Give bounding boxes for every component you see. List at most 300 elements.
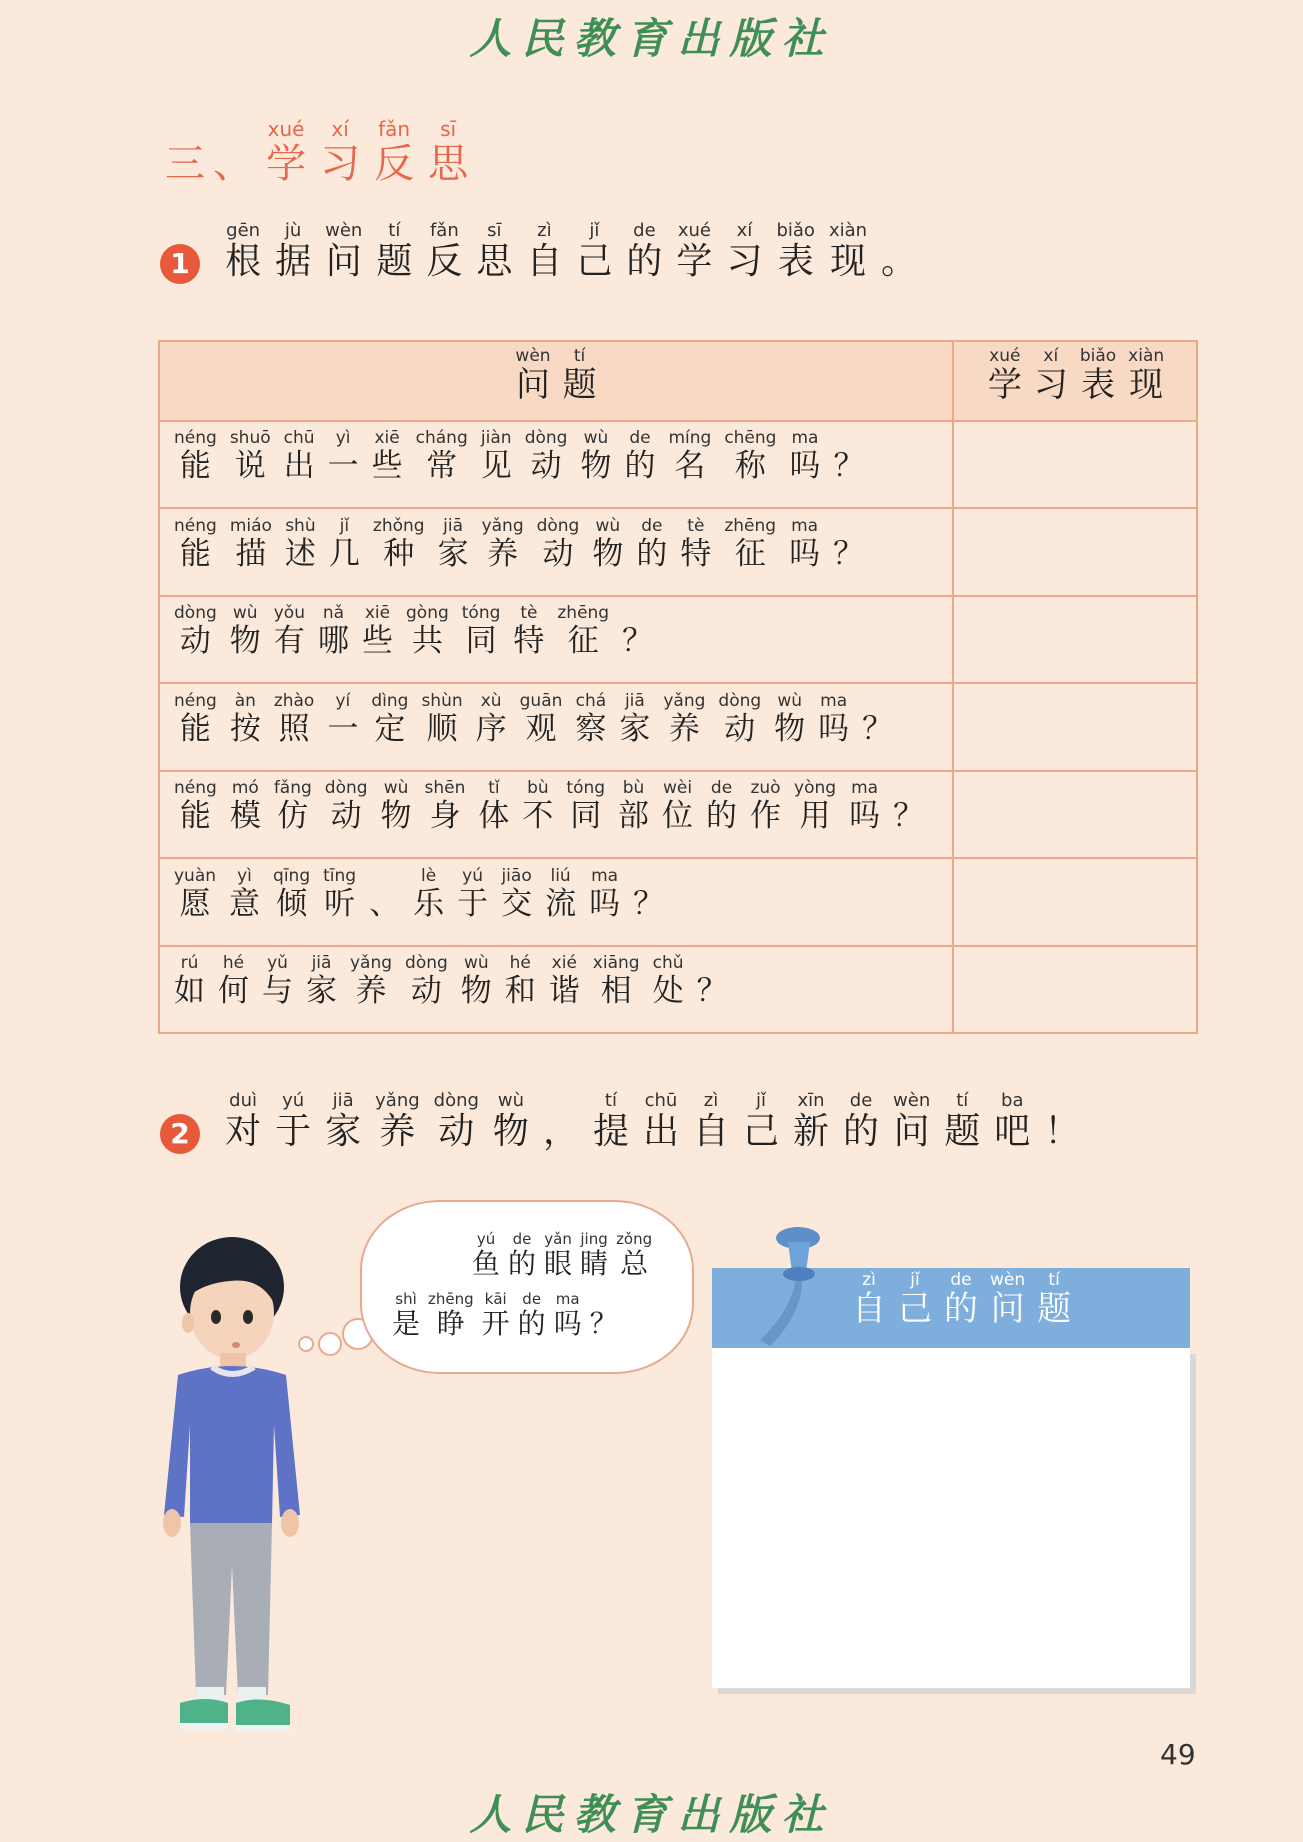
- hanzi-char: ？: [622, 623, 654, 659]
- hanzi-char: 定dìng: [371, 690, 409, 747]
- hanzi-char: 名míng: [668, 428, 712, 484]
- question-cell: [174, 515, 877, 573]
- pinyin: zhǒng: [372, 515, 425, 536]
- pinyin: qīng: [273, 865, 311, 886]
- question-2-heading: [160, 1092, 1094, 1154]
- pinyin: yǎng: [350, 953, 393, 973]
- hanzi-char: 意yì: [229, 865, 261, 922]
- pinyin: xiàn: [828, 220, 868, 241]
- performance-cell[interactable]: [954, 685, 1198, 770]
- performance-cell[interactable]: [954, 597, 1198, 682]
- hanzi-char: 动dòng: [718, 690, 762, 747]
- pinyin: de: [626, 220, 663, 241]
- pinyin: jiāo: [501, 865, 533, 886]
- hanzi-char: 些xiē: [362, 603, 393, 659]
- pinyin: yì: [327, 428, 359, 448]
- pinyin: fǎn: [426, 220, 463, 241]
- hanzi-char: 开kāi: [481, 1290, 510, 1340]
- hanzi-char: 物wù: [492, 1090, 529, 1152]
- question-1-text: [225, 220, 931, 282]
- hanzi-char: 的de: [843, 1090, 880, 1152]
- pinyin: wù: [460, 953, 492, 973]
- hanzi-char: 的de: [944, 1270, 978, 1329]
- pinyin: tīng: [323, 865, 357, 886]
- hanzi-char: 题tí: [376, 220, 413, 282]
- pinyin: nǎ: [318, 603, 349, 623]
- hanzi-char: 养yǎng: [350, 953, 393, 1009]
- pinyin: zuò: [750, 778, 782, 798]
- pinyin: shuō: [229, 428, 271, 448]
- section-number: 三、: [165, 141, 261, 187]
- hanzi-char: 鱼yú: [472, 1230, 501, 1280]
- hanzi-char: 吗ma: [553, 1290, 582, 1340]
- pinyin: wù: [774, 690, 806, 711]
- table-row: [160, 597, 1196, 684]
- pinyin: fǎng: [273, 778, 312, 798]
- pinyin: hé: [504, 953, 536, 973]
- pinyin: néng: [174, 778, 217, 798]
- pinyin: ba: [994, 1090, 1031, 1111]
- column-header-performance: [954, 348, 1198, 406]
- pinyin: jiā: [437, 515, 469, 536]
- pinyin: jù: [275, 220, 312, 241]
- hanzi-char: 描miáo: [229, 515, 272, 572]
- hanzi-char: 新xīn: [793, 1090, 830, 1152]
- pinyin: hé: [218, 953, 249, 973]
- pinyin: chá: [575, 690, 607, 711]
- pinyin: yǎng: [375, 1090, 420, 1111]
- question-1-number: 1: [160, 244, 200, 284]
- hanzi-char: 动dòng: [405, 953, 448, 1009]
- hanzi-char: 眼yǎn: [544, 1230, 573, 1280]
- hanzi-char: 问wèn: [990, 1270, 1026, 1329]
- pinyin: xiàn: [1128, 346, 1165, 366]
- pinyin: yí: [327, 690, 359, 711]
- hanzi-char: 睁zhēng: [428, 1290, 474, 1340]
- hanzi-char: 思sī: [428, 117, 469, 187]
- hanzi-char: 自zì: [526, 220, 563, 282]
- pinyin: ma: [789, 515, 821, 536]
- pinyin: gēn: [225, 220, 262, 241]
- pinyin: néng: [174, 690, 217, 711]
- hanzi-char: 征zhēng: [557, 603, 610, 659]
- hanzi-char: ？: [893, 798, 925, 834]
- hanzi-char: 何hé: [218, 953, 249, 1009]
- pinyin: tí: [592, 1090, 629, 1111]
- hanzi-char: 物wù: [592, 515, 624, 572]
- hanzi-char: 共gòng: [406, 603, 449, 659]
- hanzi-char: 吗ma: [789, 428, 821, 484]
- hanzi-char: 物wù: [774, 690, 806, 747]
- pinyin: yǎng: [481, 515, 524, 536]
- pinyin: de: [636, 515, 668, 536]
- pinyin: yú: [275, 1090, 312, 1111]
- hanzi-char: 征zhēng: [724, 515, 777, 572]
- table-row: [160, 510, 1196, 597]
- pinyin: bù: [618, 778, 650, 798]
- hanzi-char: 自zì: [852, 1270, 886, 1329]
- pinyin: néng: [174, 515, 217, 536]
- pinyin: zhào: [273, 690, 315, 711]
- hanzi-char: 睛jing: [580, 1230, 609, 1280]
- question-cell: [174, 865, 677, 923]
- pinyin: xué: [676, 220, 713, 241]
- table-row: [160, 947, 1196, 1034]
- hanzi-char: 吗ma: [589, 865, 621, 922]
- hanzi-char: 谐xié: [548, 953, 580, 1009]
- hanzi-char: 听tīng: [323, 865, 357, 922]
- hanzi-char: 物wù: [580, 428, 612, 484]
- pinyin: xí: [1033, 346, 1068, 366]
- hanzi-char: 自zì: [692, 1090, 729, 1152]
- pinyin: shùn: [421, 690, 463, 711]
- pinyin: guān: [519, 690, 563, 711]
- pinyin: shù: [284, 515, 316, 536]
- hanzi-char: 的de: [624, 428, 656, 484]
- hanzi-char: 用yòng: [794, 778, 837, 834]
- hanzi-char: 的de: [517, 1290, 546, 1340]
- hanzi-char: 问wèn: [515, 346, 551, 405]
- hanzi-char: 题tí: [1037, 1270, 1072, 1329]
- pinyin: fǎn: [374, 117, 415, 141]
- pinyin: míng: [668, 428, 712, 448]
- pinyin: xí: [726, 220, 763, 241]
- hanzi-char: 有yǒu: [273, 603, 305, 659]
- hanzi-char: ？: [589, 1307, 618, 1340]
- hanzi-char: 题tí: [944, 1090, 981, 1152]
- pinyin: zǒng: [616, 1230, 653, 1248]
- hanzi-char: 处chǔ: [652, 953, 684, 1009]
- pinyin: zhēng: [557, 603, 610, 623]
- pinyin: de: [517, 1290, 546, 1308]
- hanzi-char: 物wù: [460, 953, 492, 1009]
- hanzi-char: 表biǎo: [776, 220, 815, 282]
- hanzi-char: 倾qīng: [273, 865, 311, 922]
- pinyin: shēn: [424, 778, 466, 798]
- pinyin: wèi: [662, 778, 694, 798]
- hanzi-char: 部bù: [618, 778, 650, 834]
- hanzi-char: 相xiāng: [592, 953, 640, 1009]
- hanzi-char: 习xí: [320, 117, 361, 187]
- pinyin: xiē: [362, 603, 393, 623]
- hanzi-char: 于yú: [275, 1090, 312, 1152]
- hanzi-char: 表biǎo: [1079, 346, 1117, 405]
- hanzi-char: 察chá: [575, 690, 607, 747]
- pinyin: jiā: [306, 953, 337, 973]
- hanzi-char: ？: [833, 535, 865, 572]
- hanzi-char: 吗ma: [818, 690, 850, 747]
- column-header-question: [160, 348, 952, 406]
- hanzi-char: 动dòng: [536, 515, 580, 572]
- question-2-text: [225, 1090, 1094, 1152]
- question-2-number: 2: [160, 1114, 200, 1154]
- hanzi-char: 称chēng: [724, 428, 777, 484]
- hanzi-char: 己jǐ: [898, 1270, 932, 1329]
- pinyin: zì: [692, 1090, 729, 1111]
- hanzi-char: 种zhǒng: [372, 515, 425, 572]
- hanzi-char: 如rú: [174, 953, 205, 1009]
- hanzi-char: 和hé: [504, 953, 536, 1009]
- hanzi-char: 己jǐ: [576, 220, 613, 282]
- pinyin: sī: [428, 117, 469, 141]
- hanzi-char: 学xué: [987, 346, 1022, 405]
- pinyin: de: [624, 428, 656, 448]
- pinyin: chū: [642, 1090, 679, 1111]
- hanzi-char: 据jù: [275, 220, 312, 282]
- my-question-writing-area[interactable]: [712, 1348, 1190, 1688]
- hanzi-char: 习xí: [726, 220, 763, 282]
- pinyin: tí: [944, 1090, 981, 1111]
- pinyin: yǎng: [663, 690, 706, 711]
- pinyin: yòng: [794, 778, 837, 798]
- hanzi-char: 根gēn: [225, 220, 262, 282]
- pinyin: yú: [472, 1230, 501, 1248]
- pinyin: dòng: [174, 603, 217, 623]
- reflection-table: [158, 340, 1198, 1034]
- boy-illustration: [150, 1225, 310, 1745]
- performance-cell[interactable]: [954, 772, 1198, 857]
- hanzi-char: 己jǐ: [743, 1090, 780, 1152]
- pinyin: wù: [492, 1090, 529, 1111]
- pinyin: rú: [174, 953, 205, 973]
- hanzi-char: ？: [696, 973, 728, 1009]
- pinyin: wèn: [325, 220, 363, 241]
- section-title-text: [266, 117, 482, 187]
- hanzi-char: 能néng: [174, 778, 217, 834]
- pinyin: ma: [849, 778, 881, 798]
- hanzi-char: 不bù: [522, 778, 554, 834]
- hanzi-char: 对duì: [225, 1090, 262, 1152]
- pinyin: biǎo: [1079, 346, 1117, 366]
- hanzi-char: 位wèi: [662, 778, 694, 834]
- hanzi-char: 吗ma: [849, 778, 881, 834]
- pinyin: jǐ: [576, 220, 613, 241]
- hanzi-char: 养yǎng: [663, 690, 706, 747]
- section-title: [165, 117, 482, 189]
- pinyin: shì: [392, 1290, 420, 1308]
- pinyin: tóng: [566, 778, 606, 798]
- pinyin: yuàn: [174, 865, 217, 886]
- hanzi-char: 现xiàn: [828, 220, 868, 282]
- hanzi-char: 动dòng: [433, 1090, 479, 1152]
- pinyin: yǒu: [273, 603, 305, 623]
- pinyin: xié: [548, 953, 580, 973]
- pinyin: yǎn: [544, 1230, 573, 1248]
- pinyin: chǔ: [652, 953, 684, 973]
- hanzi-char: 反fǎn: [426, 220, 463, 282]
- pinyin: tí: [562, 346, 597, 366]
- pinyin: dòng: [324, 778, 368, 798]
- hanzi-char: 反fǎn: [374, 117, 415, 187]
- pinyin: tǐ: [478, 778, 510, 798]
- hanzi-char: 学xué: [676, 220, 713, 282]
- publisher-header: 人民教育出版社: [469, 14, 834, 63]
- pinyin: dòng: [405, 953, 448, 973]
- pinyin: jǐ: [743, 1090, 780, 1111]
- pinyin: xù: [475, 690, 507, 711]
- thought-line-2: [392, 1292, 626, 1342]
- hanzi-char: 动dòng: [324, 778, 368, 834]
- hanzi-char: 一yì: [327, 428, 359, 484]
- pinyin: tí: [1037, 1270, 1072, 1290]
- hanzi-char: 家jiā: [325, 1090, 362, 1152]
- pinyin: jiàn: [480, 428, 512, 448]
- pinyin: de: [706, 778, 738, 798]
- thought-line-1: [472, 1232, 660, 1282]
- pinyin: tè: [513, 603, 545, 623]
- hanzi-char: 哪nǎ: [318, 603, 349, 659]
- hanzi-char: 吧ba: [994, 1090, 1031, 1152]
- hanzi-char: 问wèn: [325, 220, 363, 282]
- hanzi-char: 几jǐ: [328, 515, 360, 572]
- performance-cell[interactable]: [954, 947, 1198, 1034]
- hanzi-char: 仿fǎng: [273, 778, 312, 834]
- hanzi-char: 序xù: [475, 690, 507, 747]
- hanzi-char: 出chū: [283, 428, 315, 484]
- pinyin: wù: [229, 603, 261, 623]
- hanzi-char: 的de: [706, 778, 738, 834]
- hanzi-char: ？: [633, 885, 665, 922]
- hanzi-char: 动dòng: [174, 603, 217, 659]
- hanzi-char: 顺shùn: [421, 690, 463, 747]
- pinyin: cháng: [415, 428, 468, 448]
- hanzi-char: 、: [369, 885, 401, 922]
- hanzi-char: 的de: [508, 1230, 537, 1280]
- hanzi-char: 现xiàn: [1128, 346, 1165, 405]
- pinyin: bù: [522, 778, 554, 798]
- pinyin: xí: [320, 117, 361, 141]
- page-number: 49: [1160, 1738, 1196, 1771]
- hanzi-char: 愿yuàn: [174, 865, 217, 922]
- hanzi-char: 养yǎng: [481, 515, 524, 572]
- hanzi-char: 与yǔ: [262, 953, 293, 1009]
- hanzi-char: 物wù: [380, 778, 412, 834]
- hanzi-char: 身shēn: [424, 778, 466, 834]
- hanzi-char: 习xí: [1033, 346, 1068, 405]
- pinyin: xué: [266, 117, 307, 141]
- hanzi-char: 学xué: [266, 117, 307, 187]
- question-cell: [174, 690, 906, 748]
- pinyin: xiē: [371, 428, 403, 448]
- performance-cell[interactable]: [954, 510, 1198, 595]
- hanzi-char: 述shù: [284, 515, 316, 572]
- pinyin: tóng: [461, 603, 501, 623]
- hanzi-char: 体tǐ: [478, 778, 510, 834]
- hanzi-char: 常cháng: [415, 428, 468, 484]
- hanzi-char: 能néng: [174, 515, 217, 572]
- pinyin: zì: [526, 220, 563, 241]
- hanzi-char: 提tí: [592, 1090, 629, 1152]
- pinyin: duì: [225, 1090, 262, 1111]
- pinyin: zhēng: [724, 515, 777, 536]
- pinyin: wèn: [990, 1270, 1026, 1290]
- performance-cell[interactable]: [954, 422, 1198, 507]
- hanzi-char: 照zhào: [273, 690, 315, 747]
- table-row: [160, 772, 1196, 859]
- pinyin: jǐ: [328, 515, 360, 536]
- pinyin: biǎo: [776, 220, 815, 241]
- hanzi-char: 思sī: [476, 220, 513, 282]
- thought-bubble: [360, 1200, 694, 1374]
- pinyin: chū: [283, 428, 315, 448]
- pinyin: ma: [818, 690, 850, 711]
- hanzi-char: 特tè: [513, 603, 545, 659]
- pinyin: de: [843, 1090, 880, 1111]
- pinyin: xīn: [793, 1090, 830, 1111]
- pinyin: dìng: [371, 690, 409, 711]
- performance-cell[interactable]: [954, 860, 1198, 945]
- hanzi-char: ？: [833, 448, 865, 484]
- hanzi-char: 一yí: [327, 690, 359, 747]
- pinyin: zhēng: [428, 1290, 474, 1308]
- hanzi-char: 的de: [626, 220, 663, 282]
- hanzi-char: 家jiā: [437, 515, 469, 572]
- pinyin: jiā: [325, 1090, 362, 1111]
- hanzi-char: 特tè: [680, 515, 712, 572]
- pinyin: yì: [229, 865, 261, 886]
- pinyin: mó: [229, 778, 261, 798]
- pinyin: dòng: [524, 428, 568, 448]
- table-header: [160, 342, 1196, 422]
- pinyin: jiā: [619, 690, 651, 711]
- pinyin: wù: [380, 778, 412, 798]
- thought-dot-small: [298, 1336, 314, 1352]
- hanzi-char: 养yǎng: [375, 1090, 420, 1152]
- pinyin: miáo: [229, 515, 272, 536]
- hanzi-char: 家jiā: [306, 953, 337, 1009]
- question-cell: [174, 780, 937, 835]
- hanzi-char: ，: [542, 1111, 579, 1152]
- pinyin: tè: [680, 515, 712, 536]
- table-row: [160, 422, 1196, 509]
- hanzi-char: 问wèn: [893, 1090, 931, 1152]
- hanzi-char: 题tí: [562, 346, 597, 405]
- my-question-card-title: [852, 1272, 1083, 1330]
- pinyin: dòng: [536, 515, 580, 536]
- hanzi-char: 是shì: [392, 1290, 421, 1340]
- pinyin: ma: [789, 428, 821, 448]
- pinyin: ma: [589, 865, 621, 886]
- pinyin: xiāng: [592, 953, 640, 973]
- hanzi-char: 同tóng: [566, 778, 606, 834]
- hanzi-char: 说shuō: [229, 428, 271, 484]
- hanzi-char: 的de: [636, 515, 668, 572]
- hanzi-char: 吗ma: [789, 515, 821, 572]
- hanzi-char: 按àn: [229, 690, 261, 747]
- pinyin: yú: [457, 865, 489, 886]
- hanzi-char: ！: [1044, 1111, 1081, 1152]
- pinyin: lè: [413, 865, 445, 886]
- hanzi-char: 模mó: [229, 778, 261, 834]
- hanzi-char: 物wù: [229, 603, 261, 659]
- pinyin: ma: [553, 1290, 582, 1308]
- pinyin: kāi: [481, 1290, 510, 1308]
- pinyin: liú: [545, 865, 577, 886]
- hanzi-char: 能néng: [174, 428, 217, 484]
- question-cell: [174, 605, 666, 660]
- pinyin: sī: [476, 220, 513, 241]
- pinyin: de: [508, 1230, 537, 1248]
- hanzi-char: 动dòng: [524, 428, 568, 484]
- hanzi-char: 流liú: [545, 865, 577, 922]
- hanzi-char: 能néng: [174, 690, 217, 747]
- table-row: [160, 860, 1196, 947]
- pinyin: gòng: [406, 603, 449, 623]
- question-1-heading: [160, 222, 931, 284]
- hanzi-char: 总zǒng: [616, 1230, 653, 1280]
- pinyin: jing: [580, 1230, 609, 1248]
- hanzi-char: 见jiàn: [480, 428, 512, 484]
